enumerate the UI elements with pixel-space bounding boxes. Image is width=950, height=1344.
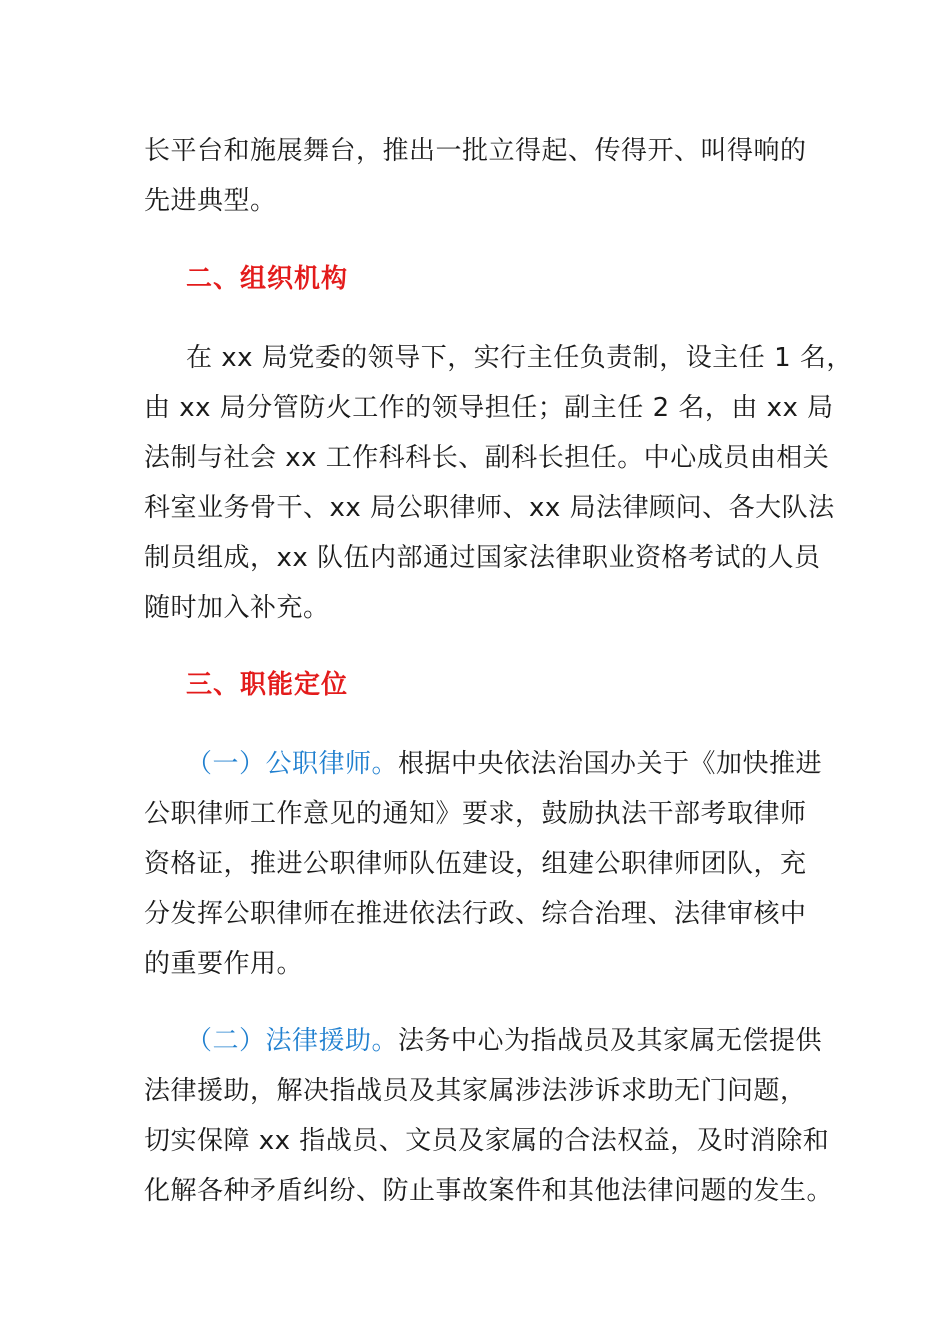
subsection-title-public-lawyer: （一）公职律师。 [186, 749, 399, 779]
paragraph-legal-aid [144, 1016, 834, 1216]
subsection-title-legal-aid: （二）法律援助。 [186, 1026, 399, 1056]
text-line: 的重要作用。 [144, 949, 304, 979]
text-line: 法律援助，解决指战员及其家属涉法涉诉求助无门问题， [144, 1076, 807, 1106]
paragraph-public-lawyer [144, 739, 824, 989]
text-line: 科室业务骨干、xx 局公职律师、xx 局法律顾问、各大队法 [144, 493, 835, 523]
text-line: 长平台和施展舞台，推出一批立得起、传得开、叫得响的 [144, 136, 807, 166]
text-line [144, 1016, 824, 1066]
paragraph-organization [144, 333, 853, 633]
text-line: 在 xx 局党委的领导下，实行主任负责制，设主任 1 名， [186, 343, 853, 373]
text-line: 制员组成，xx 队伍内部通过国家法律职业资格考试的人员 [144, 543, 821, 573]
section-heading-organization: 二、组织机构 [186, 264, 349, 294]
paragraph-intro [144, 126, 824, 226]
text-line: 分发挥公职律师在推进依法行政、综合治理、法律审核中 [144, 899, 807, 929]
text-line: 资格证，推进公职律师队伍建设，组建公职律师团队，充 [144, 849, 807, 879]
text-line: 随时加入补充。 [144, 593, 330, 623]
text-line: 法制与社会 xx 工作科科长、副科长担任。中心成员由相关 [144, 443, 830, 473]
section-heading-function: 三、职能定位 [186, 670, 349, 700]
text-line: 由 xx 局分管防火工作的领导担任；副主任 2 名，由 xx 局 [144, 393, 834, 423]
text-line: 先进典型。 [144, 186, 277, 216]
text-fragment: 根据中央依法治国办关于《加快推进 [398, 749, 823, 779]
text-fragment: 法务中心为指战员及其家属无偿提供 [398, 1026, 823, 1056]
text-line [144, 739, 824, 789]
text-line: 切实保障 xx 指战员、文员及家属的合法权益，及时消除和 [144, 1126, 830, 1156]
text-line: 公职律师工作意见的通知》要求，鼓励执法干部考取律师 [144, 799, 807, 829]
text-line: 化解各种矛盾纠纷、防止事故案件和其他法律问题的发生。 [144, 1176, 834, 1206]
